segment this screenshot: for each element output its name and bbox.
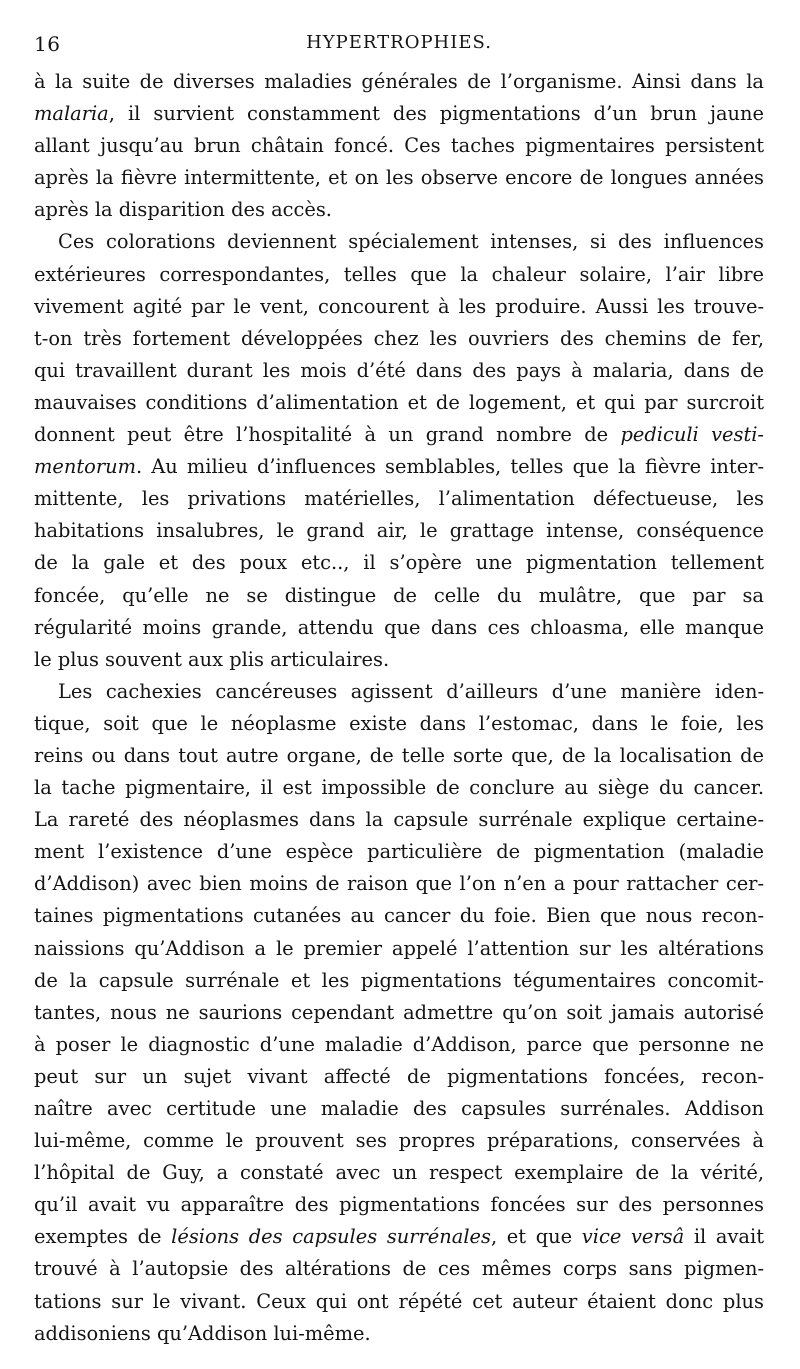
text-line	[34, 740, 764, 772]
text-line	[34, 1157, 764, 1189]
text-line	[34, 451, 764, 483]
italic-text: pediculi vesti-	[620, 423, 764, 447]
text-run: il avait	[684, 1225, 764, 1249]
paragraph	[34, 676, 764, 1350]
text-line	[34, 1061, 764, 1093]
text-line	[34, 612, 764, 644]
text-line	[34, 162, 764, 194]
text-run: tations sur le vivant. Ceux qui ont répété cet auteur étaient donc plus	[34, 1289, 764, 1313]
text-line	[34, 483, 764, 515]
text-line	[34, 1189, 764, 1221]
text-run: Les cachexies cancéreuses agissent d’ailleurs d’une manière iden-	[58, 679, 764, 703]
text-line	[34, 66, 764, 98]
text-line	[34, 547, 764, 579]
paragraph	[34, 226, 764, 675]
text-line	[34, 1253, 764, 1285]
text-run: vivement agité par le vent, concourent à les produire. Aussi les trouve-	[34, 294, 764, 318]
text-run: d’Addison) avec bien moins de raison que l’on n’en a pour rattacher cer-	[34, 872, 764, 896]
text-line	[34, 1093, 764, 1125]
text-run: La rareté des néoplasmes dans la capsule surrénale explique certaine-	[34, 808, 764, 832]
text-line	[34, 226, 764, 258]
text-run: taines pigmentations cutanées au cancer du foie. Bien que nous recon-	[34, 904, 764, 928]
paragraph	[34, 66, 764, 226]
text-run: allant jusqu’au brun châtain foncé. Ces taches pigmentaires persistent	[34, 134, 764, 158]
text-run: l’hôpital de Guy, a constaté avec un respect exemplaire de la vérité,	[34, 1161, 764, 1185]
text-run: peut sur un sujet vivant affecté de pigmentations foncées, recon-	[34, 1064, 764, 1088]
text-run: qui travaillent durant les mois d’été dans des pays à malaria, dans de	[34, 358, 764, 382]
body-text	[34, 66, 764, 1350]
text-run: addisoniens qu’Addison lui-même.	[34, 1321, 371, 1345]
running-title: HYPERTROPHIES.	[306, 32, 492, 53]
text-run: extérieures correspondantes, telles que la chaleur solaire, l’air libre	[34, 262, 764, 286]
text-run: , et que	[490, 1225, 582, 1249]
text-run: la tache pigmentaire, il est impossible de conclure au siège du cancer.	[34, 776, 764, 800]
text-run: reins ou dans tout autre organe, de telle sorte que, de la localisation de	[34, 743, 764, 767]
text-run: mittente, les privations matérielles, l’alimentation défectueuse, les	[34, 487, 764, 511]
text-line	[34, 997, 764, 1029]
text-line	[34, 130, 764, 162]
text-line	[34, 419, 764, 451]
text-line	[34, 708, 764, 740]
text-run: trouvé à l’autopsie des altérations de ces mêmes corps sans pigmen-	[34, 1257, 764, 1281]
text-run: , il survient constamment des pigmentations d’un brun jaune	[108, 102, 764, 126]
text-line	[34, 1318, 764, 1350]
text-run: après la disparition des accès.	[34, 198, 332, 222]
page-number: 16	[34, 32, 61, 56]
text-line	[34, 1221, 764, 1253]
italic-text: lésions des capsules surrénales	[171, 1225, 491, 1249]
text-run: le plus souvent aux plis articulaires.	[34, 647, 390, 671]
text-run: qu’il avait vu apparaître des pigmentations foncées sur des personnes	[34, 1193, 764, 1217]
text-run: tantes, nous ne saurions cependant admettre qu’on soit jamais autorisé	[34, 1000, 764, 1024]
text-run: Ces colorations deviennent spécialement intenses, si des influences	[58, 230, 764, 254]
text-line	[34, 98, 764, 130]
text-line	[34, 515, 764, 547]
text-run: ment l’existence d’une espèce particulière de pigmentation (maladie	[34, 840, 764, 864]
italic-text: vice versâ	[581, 1225, 685, 1249]
text-run: foncée, qu’elle ne se distingue de celle du mulâtre, que par sa	[34, 583, 764, 607]
text-run: de la gale et des poux etc.., il s’opère une pigmentation tellement	[34, 551, 764, 575]
text-line	[34, 387, 764, 419]
text-run: à la suite de diverses maladies générales de l’organisme. Ainsi dans la	[34, 70, 764, 93]
text-run: lui-même, comme le prouvent ses propres préparations, conservées à	[34, 1129, 764, 1153]
italic-text: mentorum	[34, 455, 136, 479]
text-line	[34, 580, 764, 612]
text-run: de la capsule surrénale et les pigmentations tégumentaires concomit-	[34, 968, 764, 992]
text-line	[34, 644, 764, 676]
text-run: mauvaises conditions d’alimentation et de logement, et qui par surcroit	[34, 390, 764, 414]
text-run: naissions qu’Addison a le premier appelé l’attention sur les altérations	[34, 936, 764, 960]
text-line	[34, 1029, 764, 1061]
text-line	[34, 836, 764, 868]
text-line	[34, 355, 764, 387]
text-run: à poser le diagnostic d’une maladie d’Addison, parce que personne ne	[34, 1032, 764, 1056]
text-run: régularité moins grande, attendu que dans ces chloasma, elle manque	[34, 615, 764, 639]
text-run: donnent peut être l’hospitalité à un grand nombre de	[34, 423, 621, 447]
text-line	[34, 676, 764, 708]
text-run: . Au milieu d’influences semblables, telles que la fièvre inter-	[135, 455, 764, 479]
text-line	[34, 323, 764, 355]
running-head	[34, 28, 764, 66]
text-line	[34, 868, 764, 900]
text-run: exemptes de	[34, 1225, 172, 1249]
text-line	[34, 804, 764, 836]
text-line	[34, 291, 764, 323]
text-line	[34, 772, 764, 804]
text-line	[34, 900, 764, 932]
text-run: naître avec certitude une maladie des capsules surrénales. Addison	[34, 1097, 764, 1120]
text-run: t-on très fortement développées chez les ouvriers des chemins de fer,	[34, 326, 764, 350]
text-run: tique, soit que le néoplasme existe dans l’estomac, dans le foie, les	[34, 711, 764, 735]
text-line	[34, 965, 764, 997]
text-line	[34, 1286, 764, 1318]
text-line	[34, 1125, 764, 1157]
text-line	[34, 933, 764, 965]
text-run: habitations insalubres, le grand air, le grattage intense, conséquence	[34, 519, 764, 543]
text-line	[34, 194, 764, 226]
text-line	[34, 259, 764, 291]
text-run: après la fièvre intermittente, et on les observe encore de longues années	[34, 166, 764, 190]
italic-text: malaria	[34, 102, 109, 126]
